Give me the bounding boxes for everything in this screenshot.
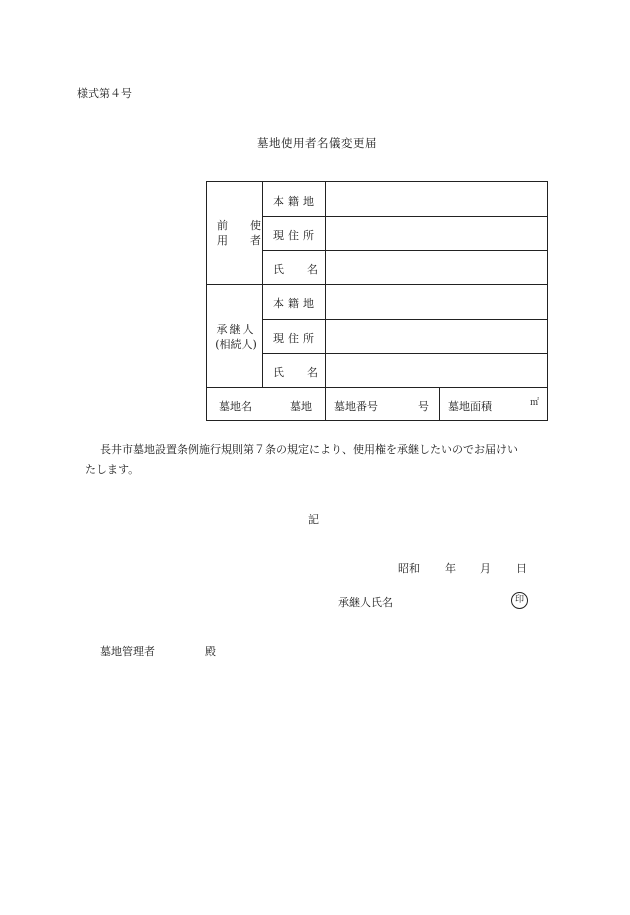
document-title: 墓地使用者名儀変更届	[257, 136, 377, 150]
date-month-label: 月	[480, 562, 491, 575]
date-year-label: 年	[445, 562, 456, 575]
body-text	[85, 440, 555, 480]
row-divider	[262, 250, 548, 251]
addressee-honorific: 殿	[205, 645, 216, 658]
previous-user-label-line1: 前 使	[217, 219, 261, 232]
heir-address-label: 現住所	[273, 332, 318, 345]
column-divider	[325, 182, 326, 421]
heir-label	[212, 322, 260, 352]
cemetery-name-label: 墓地名	[219, 400, 252, 413]
row-divider	[262, 353, 548, 354]
column-divider	[439, 387, 440, 421]
heir-signature-label: 承継人氏名	[338, 596, 393, 609]
application-table	[206, 181, 548, 421]
previous-domicile-label: 本籍地	[273, 195, 318, 208]
seal-icon: 印	[511, 592, 528, 609]
row-divider	[262, 319, 548, 320]
heir-domicile-label: 本籍地	[273, 297, 318, 310]
column-divider	[262, 182, 263, 387]
plot-area-label: 墓地面積	[448, 400, 492, 413]
section-divider	[207, 387, 548, 388]
plot-area-unit: ㎡	[530, 398, 540, 408]
addressee-label: 墓地管理者	[100, 645, 155, 658]
heir-name-label-char2: 名	[307, 366, 318, 379]
previous-user-label	[217, 218, 261, 248]
body-line-2: たします。	[85, 463, 140, 476]
cemetery-suffix: 墓地	[290, 400, 312, 413]
heir-label-line2: (相続人)	[215, 338, 257, 351]
plot-number-suffix: 号	[418, 400, 429, 413]
date-day-label: 日	[516, 562, 527, 575]
previous-name-label-char1: 氏	[273, 263, 284, 276]
previous-name-label-char2: 名	[307, 263, 318, 276]
previous-user-label-line2: 用 者	[217, 234, 261, 247]
section-divider	[207, 284, 548, 285]
form-number: 様式第４号	[77, 87, 132, 100]
plot-number-label: 墓地番号	[334, 400, 378, 413]
heir-label-line1: 承継人	[216, 323, 256, 336]
date-era: 昭和	[398, 562, 420, 575]
heir-name-label-char1: 氏	[273, 366, 284, 379]
previous-address-label: 現住所	[273, 229, 318, 242]
body-line-1: 長井市墓地設置条例施行規則第７条の規定により、使用権を承継したいのでお届けい	[100, 443, 518, 456]
ki-marker: 記	[308, 513, 319, 526]
row-divider	[262, 216, 548, 217]
